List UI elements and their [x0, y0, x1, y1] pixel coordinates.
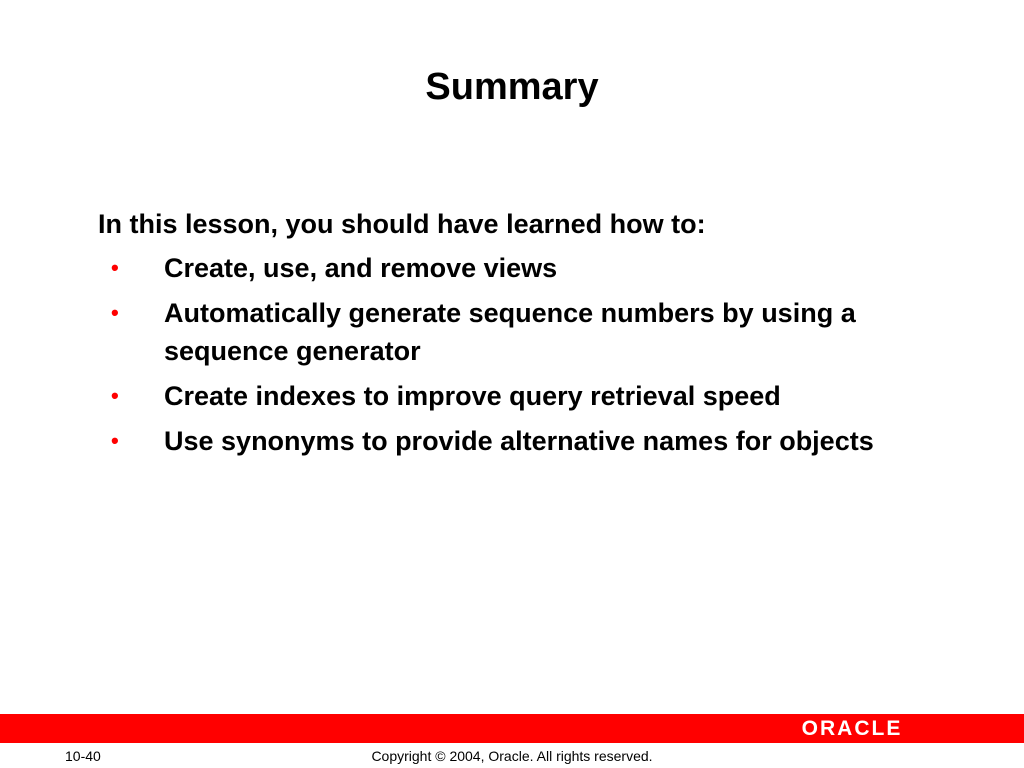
- bullet-text: Create indexes to improve query retrieval speed: [164, 381, 781, 411]
- bullet-item: [98, 294, 918, 370]
- slide-title: Summary: [425, 66, 599, 108]
- copyright-notice: Copyright © 2004, Oracle. All rights reserved.: [371, 748, 653, 764]
- bullet-item: [98, 249, 918, 287]
- page-number: 10-40: [65, 748, 101, 764]
- bullet-item: [98, 422, 918, 460]
- bullet-text: Automatically generate sequence numbers by using a sequence generator: [164, 298, 856, 366]
- bullet-list: [98, 249, 918, 460]
- bullet-icon: •: [111, 255, 119, 280]
- intro-text: In this lesson, you should have learned how to:: [98, 209, 706, 239]
- bullet-icon: •: [111, 428, 119, 453]
- bullet-text: Use synonyms to provide alternative names for objects: [164, 426, 874, 456]
- oracle-logo-icon: ORACLE: [801, 717, 903, 740]
- bullet-icon: •: [111, 383, 119, 408]
- slide-content: [98, 205, 918, 467]
- bullet-item: [98, 377, 918, 415]
- bullet-icon: •: [111, 300, 119, 325]
- bullet-text: Create, use, and remove views: [164, 253, 558, 283]
